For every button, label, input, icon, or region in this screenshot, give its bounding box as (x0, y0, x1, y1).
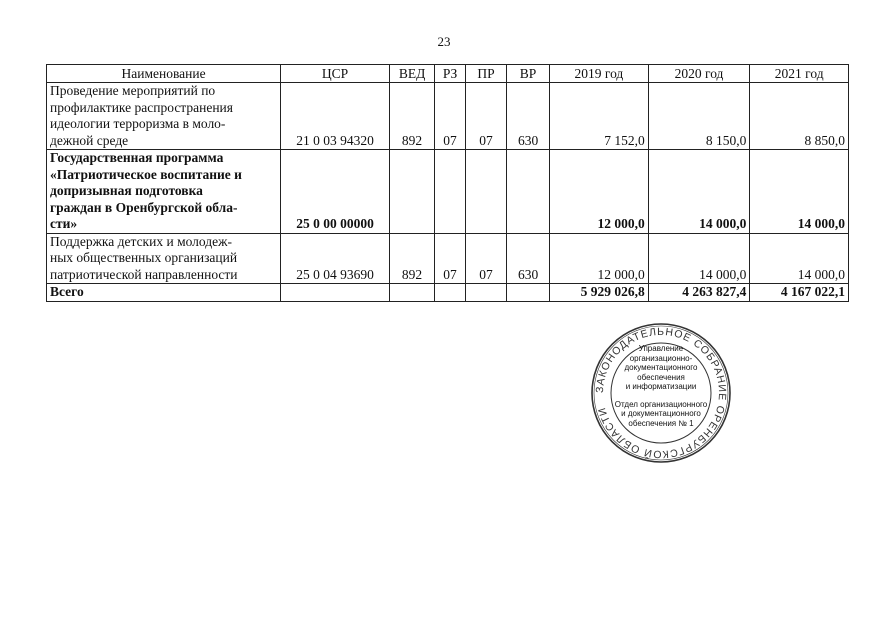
header-ved: ВЕД (389, 65, 434, 83)
row-name-cell (47, 233, 281, 284)
csr-cell: 25 0 04 93690 (281, 233, 390, 284)
rz-cell: 07 (435, 233, 466, 284)
amount-2020-cell: 8 150,0 (648, 83, 750, 150)
vr-cell (507, 284, 550, 302)
csr-cell: 21 0 03 94320 (281, 83, 390, 150)
stamp-line: обеспечения № 1 (628, 418, 694, 428)
table-row (47, 150, 849, 234)
csr-cell (281, 284, 390, 302)
header-rz: РЗ (435, 65, 466, 83)
rz-cell (435, 150, 466, 234)
row-name-cell (47, 284, 281, 302)
amount-2020-cell: 4 263 827,4 (648, 284, 750, 302)
row-name-line: патриотической направленности (50, 266, 238, 282)
amount-2019-cell: 12 000,0 (550, 233, 649, 284)
rz-cell: 07 (435, 83, 466, 150)
stamp-line: обеспечения (637, 372, 685, 382)
stamp-line: и документационного (621, 409, 701, 418)
vr-cell: 630 (507, 233, 550, 284)
row-name-line: Поддержка детских и молодеж- (50, 233, 232, 249)
vr-cell (507, 150, 550, 234)
stamp-line: и информатизации (625, 382, 697, 391)
header-name: Наименование (47, 65, 281, 83)
table-header-row (47, 65, 849, 83)
table-row (47, 233, 849, 284)
amount-2021-cell: 14 000,0 (750, 150, 849, 234)
stamp-gap (608, 392, 714, 400)
row-name-line: Всего (50, 284, 84, 299)
total-row (47, 284, 849, 302)
amount-2020-cell: 14 000,0 (648, 150, 750, 234)
amount-2020-cell: 14 000,0 (648, 233, 750, 284)
amount-2019-cell: 7 152,0 (550, 83, 649, 150)
budget-table (46, 64, 849, 302)
row-name-line: дежной среде (50, 132, 129, 148)
stamp-inner-text (608, 344, 714, 428)
row-name-cell (47, 150, 281, 234)
amount-2021-cell: 14 000,0 (750, 233, 849, 284)
row-name-line: ных общественных организаций (50, 250, 238, 265)
pr-cell: 07 (465, 83, 506, 150)
header-2020: 2020 год (648, 65, 750, 83)
stamp-line: Управление (638, 344, 684, 353)
page-number: 23 (437, 34, 451, 49)
row-name-line: сти» (50, 216, 78, 231)
header-2019: 2019 год (550, 65, 649, 83)
ved-cell: 892 (389, 83, 434, 150)
pr-cell (465, 284, 506, 302)
row-name-line: профилактике распространения (50, 99, 233, 115)
row-name-line: «Патриотическое воспитание и (50, 166, 242, 182)
ved-cell (389, 150, 434, 234)
header-2021: 2021 год (750, 65, 849, 83)
csr-cell: 25 0 00 00000 (281, 150, 390, 234)
row-name-line: допризывная подготовка (50, 183, 203, 198)
stamp-ring-textpath: ЗАКОНОДАТЕЛЬНОЕ СОБРАНИЕ ОРЕНБУРГСКОЙ ОБЛАСТИ (593, 325, 729, 461)
amount-2019-cell: 5 929 026,8 (550, 284, 649, 302)
row-name-line: Государственная программа (50, 150, 224, 165)
ved-cell: 892 (389, 233, 434, 284)
header-pr: ПР (465, 65, 506, 83)
stamp-line: документационного (624, 363, 698, 372)
vr-cell: 630 (507, 83, 550, 150)
amount-2021-cell: 8 850,0 (750, 83, 849, 150)
header-csr: ЦСР (281, 65, 390, 83)
pr-cell: 07 (465, 233, 506, 284)
table-row (47, 83, 849, 150)
row-name-line: граждан в Оренбургской обла- (50, 199, 238, 215)
row-name-line: идеологии терроризма в моло- (50, 116, 226, 131)
rz-cell (435, 284, 466, 302)
stamp-line: Отдел организационного (614, 399, 708, 409)
header-vr: ВР (507, 65, 550, 83)
pr-cell (465, 150, 506, 234)
amount-2021-cell: 4 167 022,1 (750, 284, 849, 302)
ved-cell (389, 284, 434, 302)
row-name-cell (47, 83, 281, 150)
row-name-line: Проведение мероприятий по (50, 83, 216, 98)
stamp-line: организационно- (629, 353, 693, 363)
amount-2019-cell: 12 000,0 (550, 150, 649, 234)
